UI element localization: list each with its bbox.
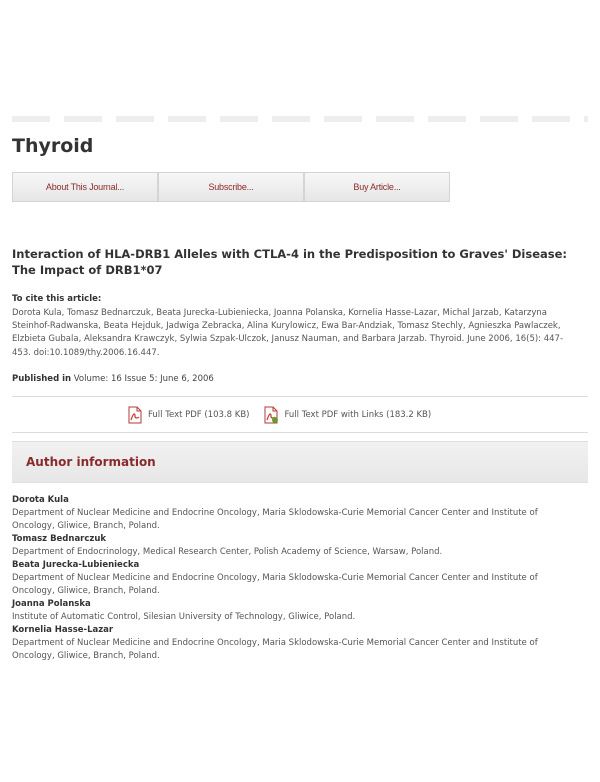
- download-links: [127, 405, 431, 425]
- full-text-pdf-label: Full Text PDF (103.8 KB): [148, 410, 250, 420]
- divider: [12, 396, 588, 397]
- author-entry: [12, 559, 582, 598]
- author-entry: [12, 598, 582, 624]
- article-title: Interaction of HLA-DRB1 Alleles with CTLA-4 in the Predisposition to Graves' Disease: The Impact of DRB1*07: [12, 247, 568, 277]
- divider: [12, 432, 588, 433]
- subscribe-button[interactable]: Subscribe...: [158, 172, 304, 202]
- published-volume-link[interactable]: Volume: 16 Issue 5: June 6, 2006: [73, 374, 214, 384]
- author-info-heading: Author information: [26, 455, 156, 469]
- journal-title: Thyroid: [12, 135, 94, 157]
- author-info-header: [12, 441, 588, 483]
- about-journal-button[interactable]: About This Journal...: [12, 172, 158, 202]
- author-affiliation: Department of Endocrinology, Medical Research Center, Polish Academy of Science, Warsaw, Poland.: [12, 547, 443, 557]
- published-label: Published in: [12, 374, 72, 384]
- cite-label: To cite this article:: [12, 294, 102, 304]
- author-entry: [12, 494, 582, 533]
- author-name: Joanna Polanska: [12, 599, 91, 609]
- full-text-pdf-link[interactable]: [127, 406, 249, 424]
- pdf-icon: [127, 406, 143, 424]
- author-name: Tomasz Bednarczuk: [12, 534, 107, 544]
- author-list: [12, 494, 582, 663]
- citation-text: Dorota Kula, Tomasz Bednarczuk, Beata Jurecka-Lubieniecka, Joanna Polanska, Kornelia Hasse-Lazar, Michal Jarzab, Katarzyna Steinhof-Radwanska, Beata Hejduk, Jadwiga Zebracka, Alina Kurylowicz, Ewa Bar-Andziak, Tomasz Stechly, Agnieszka Pawlaczek, Elzbieta Gubala, Aleksandra Krawczyk, Sylwia Szpak-Ulczok, Janusz Nauman, and Barbara Jarzab. Thyroid. June 2006, 16(5): 447-453. doi:10.1089/thy.2006.16.447.: [12, 308, 564, 358]
- author-entry: [12, 533, 582, 559]
- published-info: [12, 374, 214, 384]
- buy-article-button[interactable]: Buy Article...: [304, 172, 450, 202]
- author-name: Kornelia Hasse-Lazar: [12, 625, 114, 635]
- author-entry: [12, 624, 582, 663]
- author-affiliation: Department of Nuclear Medicine and Endocrine Oncology, Maria Sklodowska-Curie Memorial Cancer Center and Institute of Oncology, Gliwice, Branch, Poland.: [12, 638, 538, 661]
- header-banner: [0, 0, 600, 118]
- full-text-pdf-links-label: Full Text PDF with Links (183.2 KB): [284, 410, 432, 420]
- author-affiliation: Department of Nuclear Medicine and Endocrine Oncology, Maria Sklodowska-Curie Memorial Cancer Center and Institute of Oncology, Gliwice, Branch, Poland.: [12, 508, 538, 531]
- author-affiliation: Institute of Automatic Control, Silesian University of Technology, Gliwice, Poland.: [12, 612, 356, 622]
- pdf-links-icon: [263, 406, 279, 424]
- author-name: Dorota Kula: [12, 495, 69, 505]
- journal-nav-bar: [12, 172, 450, 204]
- author-affiliation: Department of Nuclear Medicine and Endocrine Oncology, Maria Sklodowska-Curie Memorial Cancer Center and Institute of Oncology, Gliwice, Branch, Poland.: [12, 573, 538, 596]
- full-text-pdf-links-link[interactable]: [263, 406, 431, 424]
- faint-top-nav: [12, 116, 588, 122]
- author-name: Beata Jurecka-Lubieniecka: [12, 560, 140, 570]
